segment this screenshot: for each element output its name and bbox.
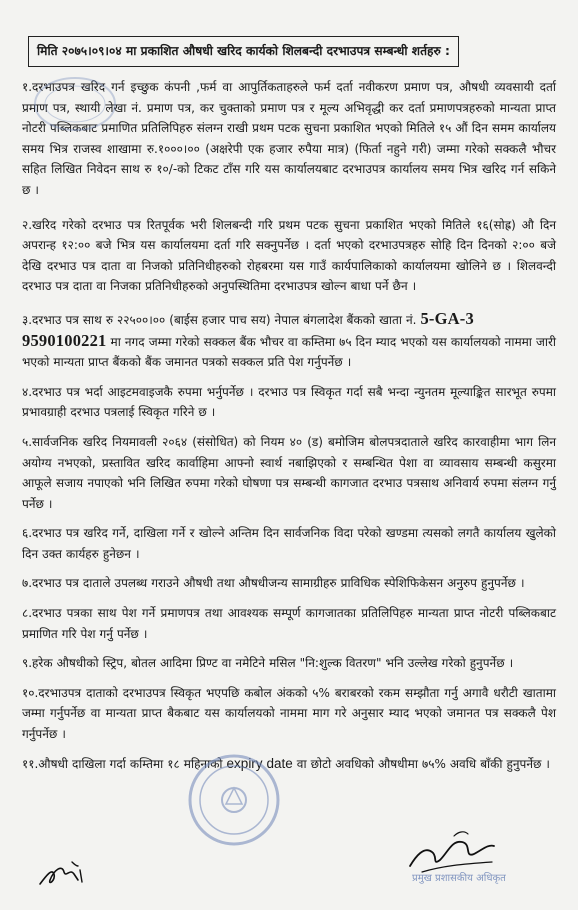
condition-3 <box>22 309 556 373</box>
condition-1: १.दरभाउपत्र खरिद गर्न इच्छुक कंपनी ,फर्म वा आपुर्तिकताहरुले फर्म दर्ता नवीकरण प्रमाण पत्र, औषधी व्यवसायी दर्ता प्रमाण पत्र, स्थायी लेखा नं. प्रमाण पत्र, कर चुक्ताको प्रमाण पत्र र मूल्य अभिवृद्धी कर दर्ता प्रमाणपत्रहरुको मान्यता प्राप्त नोटरी पब्लिकबाट प्रमाणित प्रतिलिपिहरु संलग्न राखी प्रथम पटक सुचना प्रकाशित भएको मितिले १५ औं दिन समम कार्यालय समय भित्र राजस्व शाखामा रु.१०००।०० (अक्षरेपी एक हजार रुपैया मात्र) (फिर्ता नहुने गरी) जम्मा गरेको सक्कलै भौचर सहित लिखित निवेदन साथ रु १०/-को टिकट टाँस गरि यस कार्यालयबाट दरभाउपत्र कार्यालय समय भित्र खरिद गर्न सकिने छ । <box>22 80 556 197</box>
condition-5: ५.सार्वजनिक खरिद नियमावली २०६४ (संसोधित) को नियम ४० (ड) बमोजिम बोलपत्रदाताले खरिद कारवाहीमा भाग लिन अयोग्य नभएको, प्रस्तावित खरिद कार्वाहिमा आफ्नो स्वार्थ नबाझिएको र सम्बन्धित पेशा वा व्यावसाय सम्बन्धी कसुरमा आफूले सजाय नपाएको भनि लिखित रुपमा गरेको घोषणा पत्र सम्बन्धी कागजात दरभाउ पत्रसाथ अनिवार्य रुपमा संलग्न गर्नु पर्नेछ । <box>22 434 556 511</box>
bank-account-number-part-b: 9590100221 <box>22 330 107 350</box>
initial-signature <box>36 854 96 894</box>
condition-9: ९.हरेक औषधीको स्ट्रिप, बोतल आदिमा प्रिण्ट वा नमेटिने मसिल "नि:शुल्क वितरण" भनि उल्लेख गरेको हुनुपर्नेछ । <box>22 656 514 671</box>
condition-3-text-a: ३.दरभाउ पत्र साथ रु २२५००।०० (बाईस हजार पाच सय) नेपाल बंगलादेश बैंकको खाता नं. <box>22 312 421 327</box>
document-title: मिति २०७५।०९।०४ मा प्रकाशित औषधी खरिद कार्यको शिलबन्दी दरभाउपत्र सम्बन्धी शर्तहरु : <box>28 36 459 67</box>
expiry-date-term: expiry date <box>226 755 293 771</box>
condition-8: ८.दरभाउ पत्रका साथ पेश गर्ने प्रमाणपत्र तथा आवश्यक सम्पूर्ण कागजातका प्रतिलिपिहरु मान्यता प्राप्त नोटरी पब्लिकबाट प्रमाणित गरि पेश गर्नु पर्नेछ । <box>22 606 556 641</box>
condition-10: १०.दरभाउपत्र दाताको दरभाउपत्र स्विकृत भएपछि कबोल अंकको ५% बराबरको रकम सम्झौता गर्नु अगावै धरौटी खातामा जम्मा गर्नुपर्नेछ वा मान्यता प्राप्त बैकबाट यस कार्यालयको नाममा माग गरे अनुसार म्याद भएको जमानत पत्र सक्कलै पेश गर्नुपर्नेछ । <box>22 685 556 742</box>
chief-officer-stamp-text: प्रमुख प्रशासकीय अधिकृत <box>412 873 506 884</box>
bank-account-number-part-a: 5-GA-3 <box>420 308 474 328</box>
condition-4: ४.दरभाउ पत्र भर्दा आइटमवाइजकै रुपमा भर्नुपर्नेछ । दरभाउ पत्र स्विकृत गर्दा सबै भन्दा न्युनतम मूल्याङ्कित सारभूत रुपमा प्रभावग्राही दरभाउ पत्रलाई स्विकृत गरिने छ । <box>22 384 556 420</box>
condition-3-text-b: मा नगद जम्मा गरेको सक्कल बैंक भौचर वा कम्तिमा ७५ दिन म्याद भएको यस कार्यालयको नाममा जारी भएको मान्यता प्राप्त बैंकको बैंक जमानत पत्रको सक्कल प्रति पेश गर्नुपर्नेछ । <box>22 334 556 370</box>
condition-6: ६.दरभाउ पत्र खरिद गर्ने, दाखिला गर्ने र खोल्ने अन्तिम दिन सार्वजनिक विदा परेको खण्डमा त्यसको लगतै कार्यालय खुलेको दिन उक्त कार्यहरु हुनेछन । <box>22 526 556 561</box>
condition-2: २.खरिद गरेको दरभाउ पत्र रितपूर्वक भरी शिलबन्दी गरि प्रथम पटक सुचना प्रकाशित भएको मितिले १६(सोह्र) औ दिन अपरान्ह १२:०० बजे भित्र यस कार्यालयमा दर्ता गरि सक्नुपर्नेछ । दर्ता भएको दरभाउपत्रहरु सोहि दिन दिनको २:०० बजे देखि दरभाउ पत्र दाता वा निजको प्रतिनिधीहरुको रोहबरमा यस गाउँ कार्यपालिकाको कार्यालयमा खोलिने छ । शिलवन्दी दरभाउ पत्र दाता वा निजका प्रतिनिधीहरुको अनुपस्थितिमा दरभाउपत्र खोल्न बाधा पर्ने छैन । <box>22 217 556 294</box>
condition-7: ७.दरभाउ पत्र दाताले उपलब्ध गराउने औषधी तथा औषधीजन्य सामाग्रीहरु प्राविधिक स्पेशिफिकेसन अनुरुप हुनुपर्नेछ । <box>22 576 525 591</box>
condition-11-text-b: वा छोटो अवधिको औषधीमा ७५% अवधि बाँकी हुनुपर्नेछ । <box>292 756 550 771</box>
office-seal-stamp <box>186 752 282 848</box>
faint-seal-watermark <box>30 74 120 134</box>
condition-11-text-a: ११.औषधी दाखिला गर्दा कम्तिमा १८ महिनाको <box>22 756 227 771</box>
condition-11 <box>22 754 556 775</box>
